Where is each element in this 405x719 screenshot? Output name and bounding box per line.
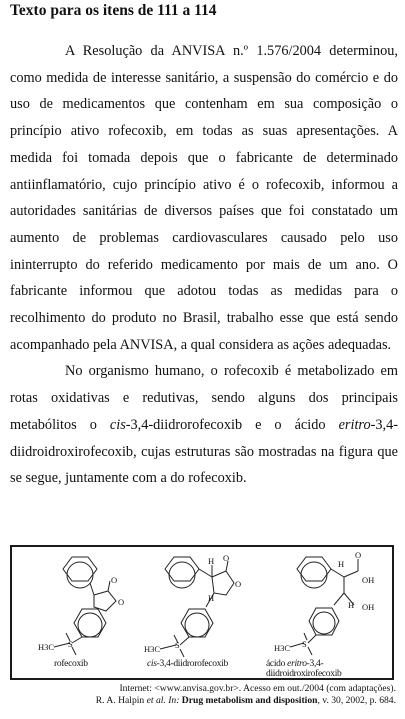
paragraph-metabolism	[10, 358, 398, 492]
caption-eritro-acid	[266, 659, 392, 679]
cis-atom-o-1: O	[223, 553, 230, 563]
acid-atom-h3c: H3C	[274, 643, 291, 653]
rofecoxib-atom-o-2: O	[118, 597, 125, 607]
italic-eritro: eritro	[338, 416, 371, 433]
paragraph-resolution: A Resolução da ANVISA n.º 1.576/2004 determinou, como medida de interesse sanitário, a suspensão do comércio e do uso de medicamentos que contenham em sua composição o princípio ativo rofecoxib, em todas as suas apresentações. A medida foi tomada depois que o fabricante de determinado antiinflamatório, cujo princípio ativo é o rofecoxib, informou a autoridades sanitárias de diversos países que foi constatado um aumento de problemas cardiovasculares causado pelo uso ininterrupto do referido medicamento por mais de um ano. O fabricante informou que adotou todas as medidas para o recolhimento do produto no Brasil, trabalho esse que está sendo acompanhado pela ANVISA, a qual considera as ações adequadas.	[10, 43, 398, 353]
acid-atom-h: H	[338, 559, 345, 569]
paragraph-metabolism-text-2: -3,4-diidrorofecoxib e o ácido	[125, 416, 339, 433]
paragraph-metabolism-text-3: -3,4-diidroidroxirofecoxib, cujas estruturas são mostradas na figura que se segue, juntamente com a do rofecoxib.	[10, 416, 399, 487]
caption-cis-metabolite	[147, 659, 228, 669]
citation-authors: R. A. Halpin	[95, 695, 147, 706]
acid-atom-o: O	[355, 550, 362, 560]
italic-cis: cis	[109, 416, 126, 433]
acid-atom-oh-1: OH	[362, 575, 375, 585]
caption-acid-prefix: ácido	[266, 659, 288, 669]
cis-atom-o-2: O	[235, 579, 242, 589]
caption-acid-italic: eritro	[287, 659, 307, 669]
rofecoxib-atom-h3c: H3C	[38, 642, 55, 652]
cis-atom-h-2: H	[208, 593, 215, 603]
cis-metabolite-structure	[160, 557, 234, 657]
chemical-structures-figure	[10, 545, 394, 680]
caption-cis-italic: cis	[147, 659, 157, 669]
rofecoxib-atom-o-1: O	[111, 575, 118, 585]
citation-source-internet: Internet: <www.anvisa.gov.br>. Acesso em out./2004 (com adaptações).	[119, 683, 396, 694]
caption-rofecoxib: rofecoxib	[54, 659, 88, 669]
acid-atom-s: S	[302, 639, 307, 649]
citation-source-journal	[30, 695, 396, 707]
cis-atom-h-1: H	[208, 556, 215, 566]
citation-block	[30, 683, 396, 707]
caption-cis-rest: -3,4-diidrorofecoxib	[156, 659, 228, 669]
acid-atom-h-2: H	[348, 600, 355, 610]
acid-atom-oh-2: OH	[362, 602, 375, 612]
rofecoxib-structure	[54, 557, 116, 655]
citation-journal-title: Drug metabolism and disposition	[181, 695, 318, 706]
caption-acid-rest: -3,4-diidroidroxirofecoxib	[266, 659, 342, 679]
section-heading: Texto para os itens de 111 a 114	[10, 2, 217, 19]
citation-in: In:	[165, 695, 182, 706]
citation-volume: , v. 30, 2002, p. 684.	[317, 695, 396, 706]
cis-atom-s: S	[175, 640, 180, 650]
rofecoxib-atom-s: S	[68, 639, 73, 649]
citation-et-al: et al.	[146, 695, 166, 706]
cis-atom-h3c: H3C	[144, 644, 161, 654]
paragraph-metabolism-text-1: No organismo humano, o rofecoxib é metabolizado em rotas oxidativas e redutivas, sendo alguns dos principais metabólitos o	[10, 363, 398, 433]
body-text	[10, 38, 398, 492]
